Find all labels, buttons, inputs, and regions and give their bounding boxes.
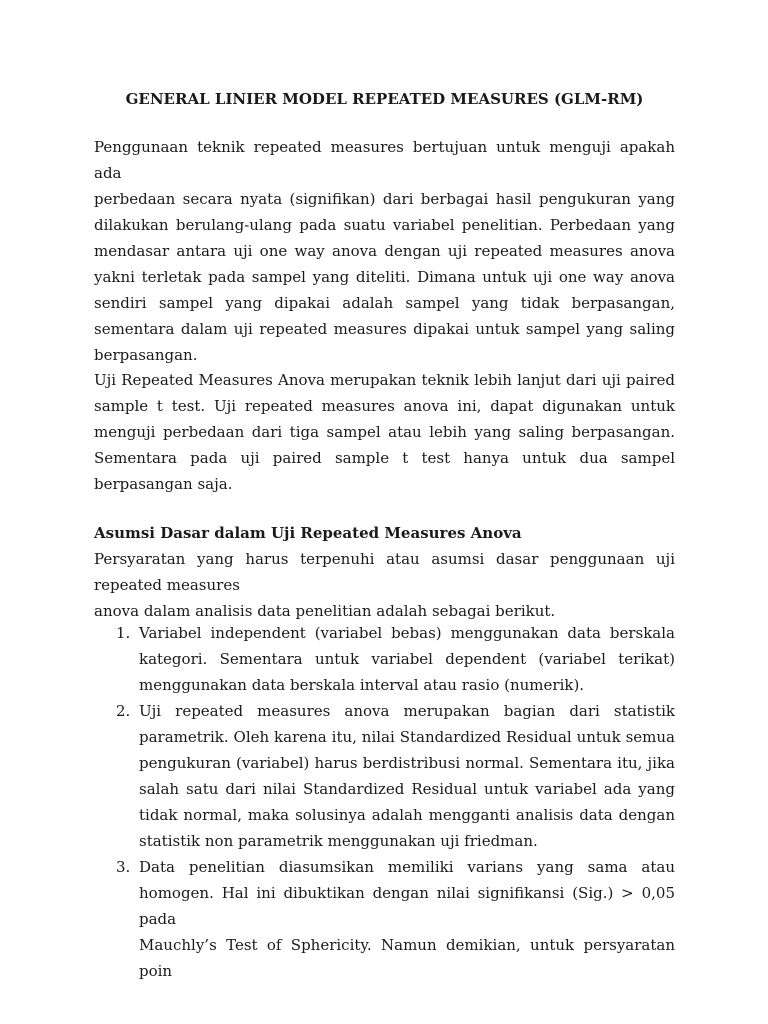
- assumption-list: [94, 620, 675, 984]
- text-line: Uji Repeated Measures Anova merupakan teknik lebih lanjut dari uji paired: [94, 371, 675, 389]
- text-line: anova dalam analisis data penelitian adalah sebagai berikut.: [94, 602, 556, 620]
- text-line: salah satu dari nilai Standardized Residual untuk variabel ada yang: [139, 780, 675, 798]
- text-line: berpasangan.: [94, 346, 198, 364]
- text-line: Persyaratan yang harus terpenuhi atau asumsi dasar penggunaan uji: [94, 550, 675, 568]
- list-item-number: 3.: [116, 858, 131, 876]
- text-line: menguji perbedaan dari tiga sampel atau lebih yang saling berpasangan.: [94, 423, 675, 441]
- text-line: Uji repeated measures anova merupakan bagian dari statistik: [139, 702, 675, 720]
- document-title: GENERAL LINIER MODEL REPEATED MEASURES (GLM-RM): [125, 90, 644, 108]
- text-line: parametrik. Oleh karena itu, nilai Standardized Residual untuk semua: [139, 728, 675, 746]
- list-item-text: [139, 854, 675, 984]
- text-line: Data penelitian diasumsikan memiliki varians yang sama atau: [139, 858, 675, 876]
- text-line: sementara dalam uji repeated measures dipakai untuk sampel yang saling: [94, 320, 675, 338]
- section-heading: Asumsi Dasar dalam Uji Repeated Measures Anova: [94, 524, 522, 542]
- text-line: Mauchly’s Test of Sphericity. Namun demikian, untuk persyaratan poin: [139, 936, 675, 980]
- text-line: sendiri sampel yang dipakai adalah sampel yang tidak berpasangan,: [94, 294, 675, 312]
- list-item-text: [139, 620, 675, 698]
- paragraph-uji-repeated-measures: [94, 367, 675, 497]
- list-item-text: [139, 698, 675, 854]
- list-item-number: 1.: [116, 624, 131, 642]
- text-line: repeated measures: [94, 576, 240, 594]
- text-line: Variabel independent (variabel bebas) menggunakan data berskala: [139, 624, 675, 642]
- list-item-number: 2.: [116, 702, 131, 720]
- text-line: yakni terletak pada sampel yang diteliti. Dimana untuk uji one way anova: [94, 268, 675, 286]
- text-line: statistik non parametrik menggunakan uji friedman.: [139, 832, 538, 850]
- text-line: Penggunaan teknik repeated measures bertujuan untuk menguji apakah ada: [94, 138, 675, 182]
- text-line: berpasangan saja.: [94, 475, 233, 493]
- list-item: [94, 854, 675, 984]
- text-line: pengukuran (variabel) harus berdistribusi normal. Sementara itu, jika: [139, 754, 675, 772]
- text-line: perbedaan secara nyata (signifikan) dari berbagai hasil pengukuran yang: [94, 190, 675, 208]
- text-line: dilakukan berulang-ulang pada suatu variabel penelitian. Perbedaan yang: [94, 216, 675, 234]
- paragraph-persyaratan: [94, 546, 675, 624]
- text-line: homogen. Hal ini dibuktikan dengan nilai signifikansi (Sig.) > 0,05 pada: [139, 884, 675, 928]
- text-line: sample t test. Uji repeated measures anova ini, dapat digunakan untuk: [94, 397, 675, 415]
- list-item: [94, 698, 675, 854]
- text-line: tidak normal, maka solusinya adalah mengganti analisis data dengan: [139, 806, 675, 824]
- text-line: Sementara pada uji paired sample t test hanya untuk dua sampel: [94, 449, 675, 467]
- text-line: mendasar antara uji one way anova dengan uji repeated measures anova: [94, 242, 675, 260]
- text-line: menggunakan data berskala interval atau rasio (numerik).: [139, 676, 585, 694]
- paragraph-repeated-measures-purpose: [94, 134, 675, 368]
- list-item: [94, 620, 675, 698]
- text-line: kategori. Sementara untuk variabel dependent (variabel terikat): [139, 650, 675, 668]
